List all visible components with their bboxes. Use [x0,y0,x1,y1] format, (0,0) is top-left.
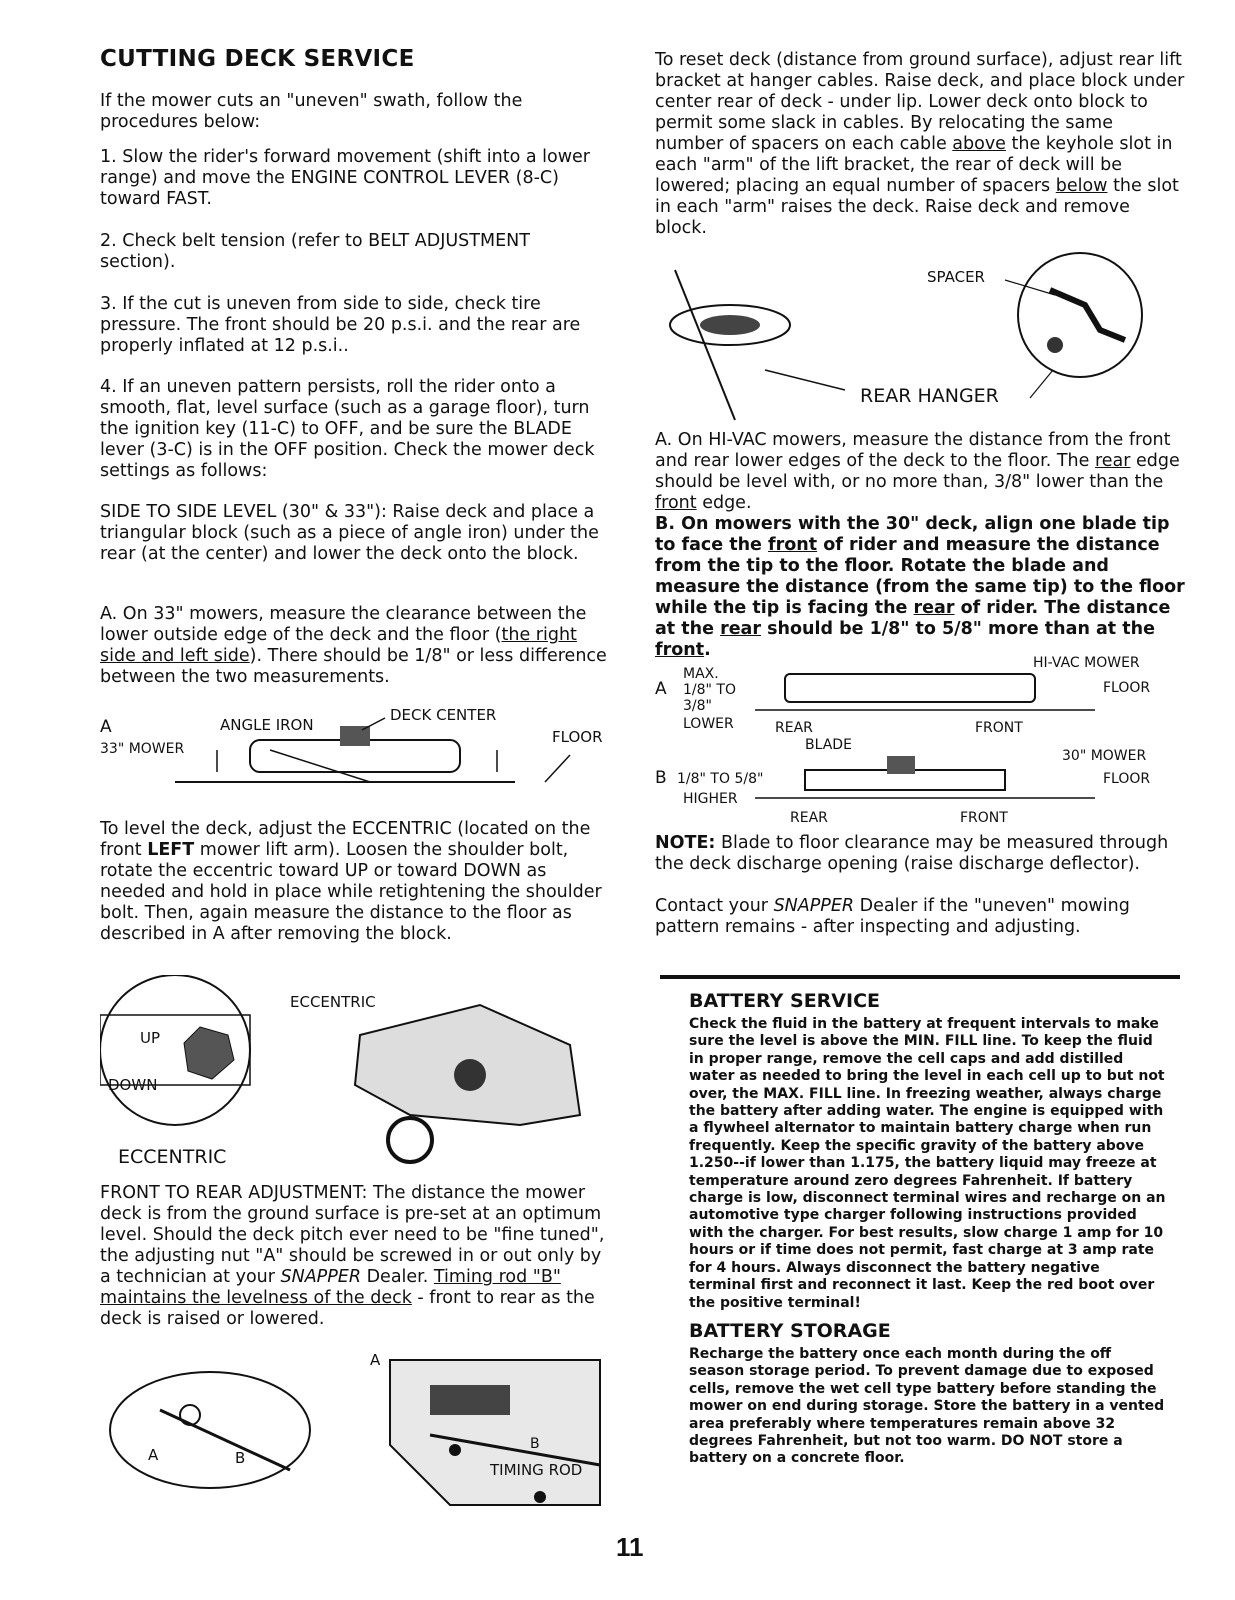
intro-paragraph: If the mower cuts an "uneven" swath, follow the procedures below: [100,91,523,132]
fig5-front-b-label: FRONT [960,810,1008,826]
fig5-floor-a-label: FLOOR [1103,680,1151,696]
timing-rod-zoom-ellipse [110,1372,310,1488]
deck-bracket-shape [430,1385,510,1415]
cable-shape [1050,290,1125,340]
reset-paragraph: To reset deck (distance from ground surface), adjust rear lift bracket at hanger cables. Raise deck, and place block under center rear of deck - under lip. Lower deck onto block to permit some slack in cables. By relocating the same number of spacers on each cable above the keyhole slot in each "arm" of the lift bracket, the rear of deck will be lowered; placing an equal number of spacers below the slot in each "arm" raises the deck. Raise deck and remove block. [655,50,1185,238]
battery-storage-text: Recharge the battery once each month during the off season storage period. To prevent damage due to exposed cells, remove the wet cell type battery before standing the mower on end during storage. Store the battery in a vented area preferably where temperatures remain above 32 degrees Fahrenheit, but not too warm. DO NOT store a battery on a concrete floor. [689,1345,1165,1467]
spacer-zoom-circle [1018,253,1142,377]
fig4-spacer-label: SPACER [927,268,985,286]
fig2-up-label: UP [140,1029,161,1047]
a33-paragraph: A. On 33" mowers, measure the clearance between the lower outside edge of the deck and the floor (the right side and left side). There should be 1/8" or less difference between the two measurements. [100,604,607,687]
battery-storage-title: BATTERY STORAGE [689,1319,891,1342]
fig3-b-right-label: B [530,1436,540,1452]
battery-section [689,990,1167,1468]
fig3-timing-rod-label: TIMING ROD [490,1461,583,1479]
fig3-a-label: A [148,1446,159,1464]
contact-paragraph: Contact your SNAPPER Dealer if the "uneven" mowing pattern remains - after inspecting and adjusting. [655,896,1130,937]
level-paragraph: To level the deck, adjust the ECCENTRIC (located on the front LEFT mower lift arm). Loosen the shoulder bolt, rotate the eccentric toward UP or toward DOWN as needed and hold in place while retightening the shoulder bolt. Then, again measure the distance to the floor as described in A after removing the block. [100,819,602,944]
step-2: 2. Check belt tension (refer to BELT ADJUSTMENT section). [100,231,530,272]
side-level-paragraph: SIDE TO SIDE LEVEL (30" & 33"): Raise deck and place a triangular block (such as a piece of angle iron) under the rear (at the center) and lower the deck onto the block. [100,502,599,564]
fig2-eccentric-label: ECCENTRIC [118,1146,227,1168]
fig5-max-label: MAX. [683,666,719,682]
fig5-blade-hub [887,756,915,774]
fig5-blade-label: BLADE [805,737,852,753]
battery-service-text: Check the fluid in the battery at frequent intervals to make sure the level is above the MIN. FILL line. To keep the fluid in proper range, remove the cell caps and add distilled water as needed to bring the level in each cell up to but not over, the MAX. FILL line. In freezing weather, always charge the battery after adding water. The engine is equipped with a flywheel alternator to maintain battery charge when run frequently. Keep the specific gravity of the battery above 1.250--if lower than 1.175, the battery liquid may freeze at temperature around zero degrees Fahrenheit. If battery charge is low, disconnect terminal wires and recharge on an automotive type charger following instructions provided with the charger. For best results, slow charge 1 amp for 10 hours or if time does not permit, fast charge at 3 amp rate for 4 hours. Always disconnect the battery negative terminal first and reconnect it last. Keep the red boot over the positive terminal! [689,1016,1166,1311]
fig5-lower-label: LOWER [683,716,734,732]
fig5-b-range: 1/8" TO 5/8" [677,771,764,787]
fig5-higher-label: HIGHER [683,791,738,807]
step-4: 4. If an uneven pattern persists, roll the rider onto a smooth, flat, level surface (such as a garage floor), turn the ignition key (11-C) to OFF, and be sure the BLADE lever (3-C) is in the OFF position. Check the mower deck settings as follows: [100,377,595,481]
page-number: 11 [616,1532,644,1562]
fig5-mower30-label: 30" MOWER [1062,748,1147,764]
b30-paragraph: B. On mowers with the 30" deck, align one blade tip to face the front of rider and measure the distance from the tip to the floor. Rotate the blade and measure the distance (from the same tip) to the floor while the tip is facing the rear of rider. The distance at the rear should be 1/8" to 5/8" more than at the front. [655,514,1185,660]
fig5-a-range2: 3/8" [683,698,712,714]
fig5-b-label: B [655,768,667,788]
step-1: 1. Slow the rider's forward movement (shift into a lower range) and move the ENGINE CONTROL LEVER (8-C) toward FAST. [100,147,590,209]
fig5-rear-a-label: REAR [775,720,813,736]
fig1-deck-center-label: DECK CENTER [390,706,497,724]
eccentric-diagram [100,975,610,1175]
section-divider [660,975,1180,979]
fig3-a-top-label: A [370,1351,381,1369]
fig5-front-a-label: FRONT [975,720,1023,736]
fig5-floor-b-label: FLOOR [1103,771,1151,787]
battery-service-title: BATTERY SERVICE [689,990,881,1012]
fig5-hivac-deck-shape [785,674,1035,702]
front-rear-paragraph: FRONT TO REAR ADJUSTMENT: The distance the mower deck is from the ground surface is pre-set at an optimum level. Should the deck pitch ever need to be "fine tuned", the adjusting nut "A" should be screwed in or out only by a technician at your SNAPPER Dealer. Timing rod "B" maintains the levelness of the deck - front to rear as the deck is raised or lowered. [100,1183,605,1329]
fig3-b-label: B [235,1449,246,1467]
fig5-a-label: A [655,679,667,699]
note-paragraph: NOTE: Blade to floor clearance may be measured through the deck discharge opening (raise discharge deflector). [655,833,1169,874]
eccentric-hex-icon [184,1027,234,1079]
blade-clearance-diagram [655,652,1185,832]
hivac-paragraph: A. On HI-VAC mowers, measure the distance from the front and rear lower edges of the deck to the floor. The rear edge should be level with, or no more than, 3/8" lower than the front edge. [655,430,1180,513]
fig2-eccentric-top-label: ECCENTRIC [290,993,376,1011]
section-title: CUTTING DECK SERVICE [100,46,415,72]
spacer-icon [1047,337,1063,353]
wheel-icon [388,1118,432,1162]
deck-frame-shape [390,1360,600,1505]
timing-rod-diagram [100,1345,610,1520]
shoulder-bolt-icon [454,1059,486,1091]
fig5-rear-b-label: REAR [790,810,828,826]
fig1-angle-iron-label: ANGLE IRON [220,716,314,734]
fig1-a-label: A [100,717,112,737]
fig5-hivac-label: HI-VAC MOWER [1033,655,1140,671]
side-level-diagram [100,700,610,800]
fig1-mower-label: 33" MOWER [100,741,185,757]
spacer-diagram [655,250,1185,425]
fig4-rear-hanger-label: REAR HANGER [860,385,999,407]
fig2-down-label: DOWN [108,1076,158,1094]
fig5-a-range1: 1/8" TO [683,682,736,698]
step-3: 3. If the cut is uneven from side to side, check tire pressure. The front should be 20 p.s.i. and the rear are properly inflated at 12 p.s.i.. [100,294,581,356]
fig1-floor-label: FLOOR [552,728,603,746]
